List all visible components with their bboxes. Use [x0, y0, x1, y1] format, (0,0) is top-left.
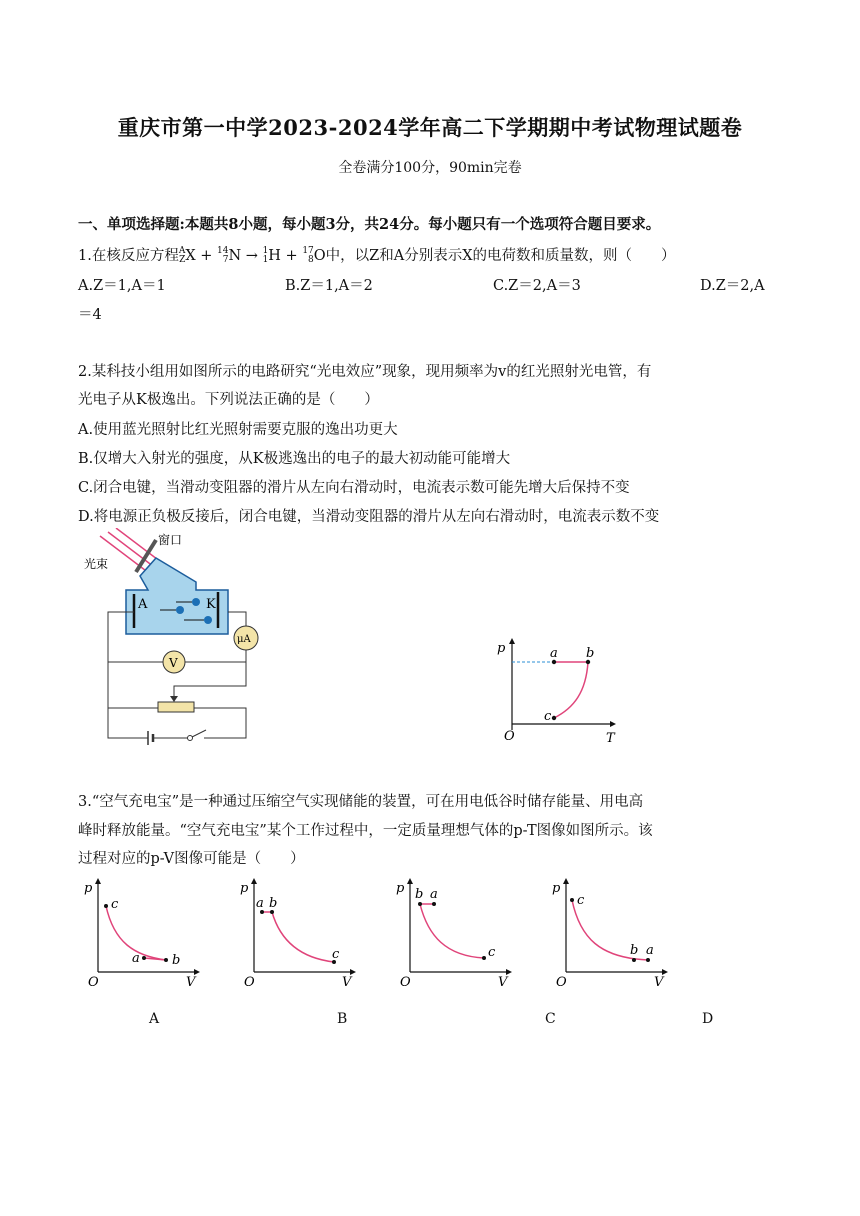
voltmeter-label: V — [169, 656, 178, 670]
svg-text:b: b — [415, 887, 424, 902]
window-label: 窗口 — [158, 533, 183, 547]
q1-option-b: B.Z＝1,A＝2 — [285, 278, 373, 294]
page-subtitle: 全卷满分100分，90min完卷 — [338, 160, 522, 176]
pt-curve-cb — [554, 662, 588, 718]
svg-text:b: b — [172, 953, 181, 968]
svg-text:V: V — [498, 975, 508, 988]
switch — [192, 730, 206, 737]
svg-text:p: p — [84, 881, 93, 896]
electron — [176, 606, 184, 614]
nuclear-equation: A Z X + 14 7 N → 1 1 H + 17 8 O — [178, 246, 326, 265]
svg-text:V: V — [654, 975, 664, 988]
svg-text:c: c — [577, 893, 585, 908]
photoelectric-circuit-figure — [78, 528, 278, 750]
q1-prefix: 1.在核反应方程 — [78, 248, 179, 264]
pt-y-label: p — [497, 641, 506, 656]
electron — [192, 598, 200, 606]
cathode-label: K — [206, 597, 216, 612]
q1-option-c: C.Z＝2,A＝3 — [493, 278, 581, 294]
q1-suffix: 中，以Z和A分别表示X的电荷数和质量数，则（ ） — [325, 248, 676, 264]
question-2-line-1: 2.某科技小组用如图所示的电路研究“光电效应”现象，现用频率为v的红光照射光电管，有 — [78, 364, 652, 380]
question-2-line-2: 光电子从K极逸出。下列说法正确的是（ ） — [78, 392, 379, 408]
question-3-line-2: 峰时释放能量。“空气充电宝”某个工作过程中，一定质量理想气体的p-T图像如图所示。该 — [78, 823, 653, 839]
q2-option-b: B.仅增大入射光的强度，从K极逃逸出的电子的最大初动能可能增大 — [78, 451, 511, 467]
section-heading: 一、单项选择题:本题共8小题，每小题3分，共24分。每小题只有一个选项符合题目要求。 — [78, 216, 661, 233]
svg-text:c: c — [488, 945, 496, 960]
svg-text:c: c — [111, 897, 119, 912]
question-3-line-1: 3.“空气充电宝”是一种通过压缩空气实现储能的装置，可在用电低谷时储存能量、用电高 — [78, 794, 644, 810]
pv-curve — [272, 912, 334, 962]
svg-text:O: O — [88, 975, 99, 988]
p-t-graph — [494, 636, 624, 748]
pv-curve — [420, 904, 484, 958]
svg-text:O: O — [244, 975, 255, 988]
q1-option-d-wrap: ＝4 — [78, 307, 102, 323]
svg-text:a: a — [646, 943, 654, 958]
pv-graph-a — [84, 876, 204, 988]
rheostat — [158, 702, 194, 712]
svg-text:p: p — [240, 881, 249, 896]
pv-graph-d — [552, 876, 672, 988]
q2-option-d: D.将电源正负极反接后，闭合电键，当滑动变阻器的滑片从左向右滑动时，电流表示数不变 — [78, 509, 660, 525]
pv-graph-c — [396, 876, 516, 988]
choice-d-label: D — [702, 1011, 714, 1027]
question-3-line-3: 过程对应的p-V图像可能是（ ） — [78, 851, 305, 867]
q1-option-a: A.Z＝1,A＝1 — [78, 278, 166, 294]
q2-option-c: C.闭合电键，当滑动变阻器的滑片从左向右滑动时，电流表示数可能先增大后保持不变 — [78, 480, 630, 496]
pt-label-b: b — [586, 646, 595, 661]
page-title: 重庆市第一中学2023-2024学年高二下学期期中考试物理试题卷 — [117, 115, 743, 140]
svg-text:a: a — [430, 887, 438, 902]
svg-text:a: a — [256, 896, 264, 911]
svg-text:a: a — [132, 951, 140, 966]
svg-text:p: p — [552, 881, 561, 896]
choice-b-label: B — [337, 1011, 348, 1027]
svg-text:p: p — [396, 881, 405, 896]
ammeter-label: μA — [237, 634, 251, 645]
svg-text:V: V — [186, 975, 196, 988]
svg-text:c: c — [332, 947, 340, 962]
pv-graph-b — [240, 876, 360, 988]
q2-option-a: A.使用蓝光照射比红光照射需要克服的逸出功更大 — [78, 422, 398, 438]
light-label: 光束 — [84, 557, 109, 571]
pt-label-c: c — [544, 709, 552, 724]
electron — [204, 616, 212, 624]
svg-text:b: b — [269, 896, 278, 911]
anode-label: A — [138, 597, 148, 612]
pt-point-c — [552, 716, 556, 720]
svg-text:V: V — [342, 975, 352, 988]
choice-a-label: A — [149, 1011, 160, 1027]
pt-x-label: T — [606, 731, 615, 746]
question-1 — [78, 244, 676, 265]
pt-origin-label: O — [504, 729, 515, 744]
choice-c-label: C — [545, 1011, 556, 1027]
pt-label-a: a — [550, 646, 558, 661]
svg-text:O: O — [400, 975, 411, 988]
q1-option-d: D.Z＝2,A — [700, 278, 765, 294]
svg-text:b: b — [630, 943, 639, 958]
svg-text:O: O — [556, 975, 567, 988]
